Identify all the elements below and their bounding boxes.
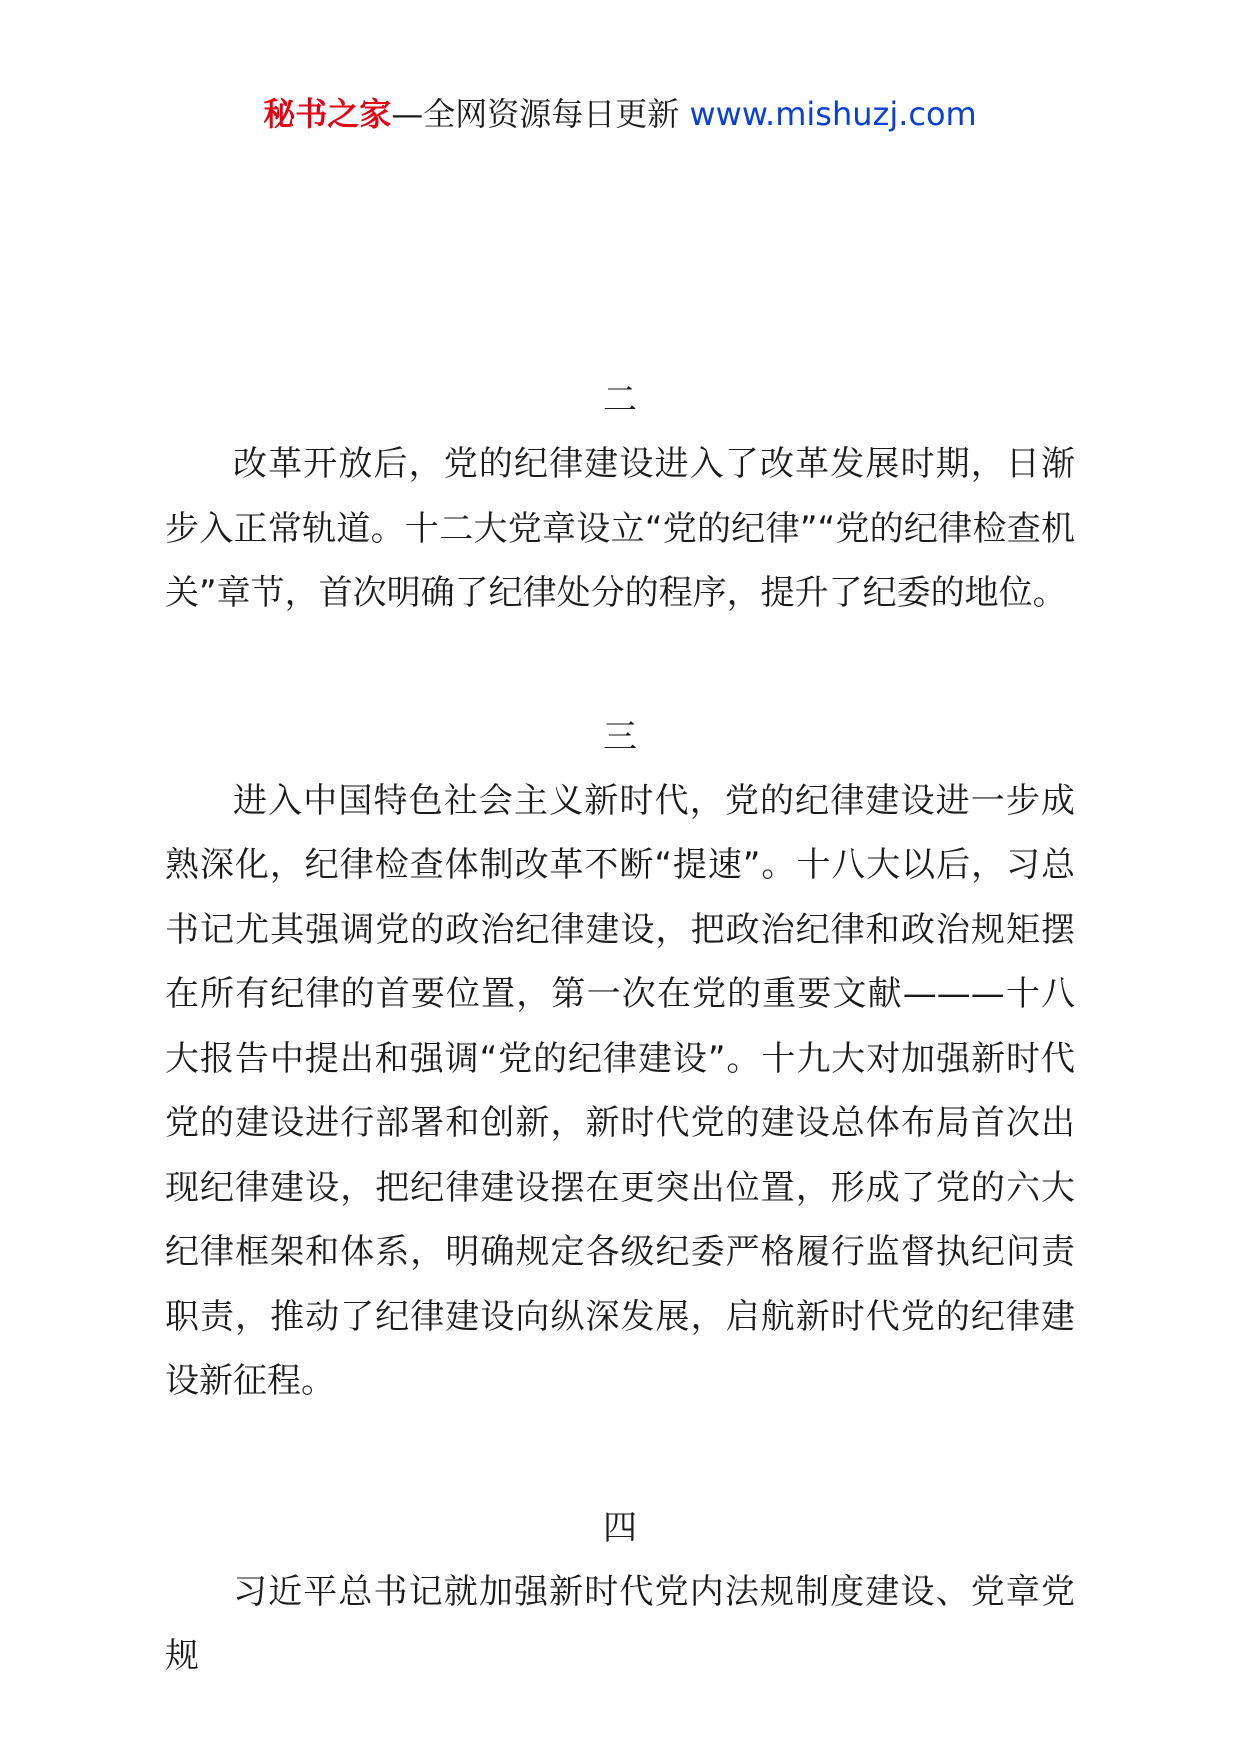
document-body <box>165 368 1075 1689</box>
section-heading-4: 四 <box>603 1507 637 1548</box>
section-heading-3: 三 <box>603 716 637 757</box>
header-slogan: —全网资源每日更新 <box>391 95 680 133</box>
website-link[interactable]: www.mishuzj.com <box>689 95 977 133</box>
section-spacer <box>165 1414 1075 1496</box>
section-spacer <box>165 626 1075 705</box>
section-paragraph-3: 进入中国特色社会主义新时代，党的纪律建设进一步成熟深化，纪律检查体制改革不断“提速”。十八大以后，习总书记尤其强调党的政治纪律建设，把政治纪律和政治规矩摆在所有纪律的首要位置，第一次在党的重要文献———十八大报告中提出和强调“党的纪律建设”。十九大对加强新时代党的建设进行部署和创新，新时代党的建设总体布局首次出现纪律建设，把纪律建设摆在更突出位置，形成了党的六大纪律框架和体系，明确规定各级纪委严格履行监督执纪问责职责，推动了纪律建设向纵深发展，启航新时代党的纪律建设新征程。 <box>165 780 1075 1401</box>
brand-name: 秘书之家 <box>263 95 392 133</box>
section-heading-2: 二 <box>603 380 637 420</box>
page-header <box>0 92 1240 136</box>
section-paragraph-2: 改革开放后，党的纪律建设进入了改革发展时期，日渐步入正常轨道。十二大党章设立“党的纪律”“党的纪律检查机关”章节，首次明确了纪律处分的程序，提升了纪委的地位。 <box>165 444 1075 613</box>
section-paragraph-4: 习近平总书记就加强新时代党内法规制度建设、党章党规 <box>165 1571 1075 1676</box>
